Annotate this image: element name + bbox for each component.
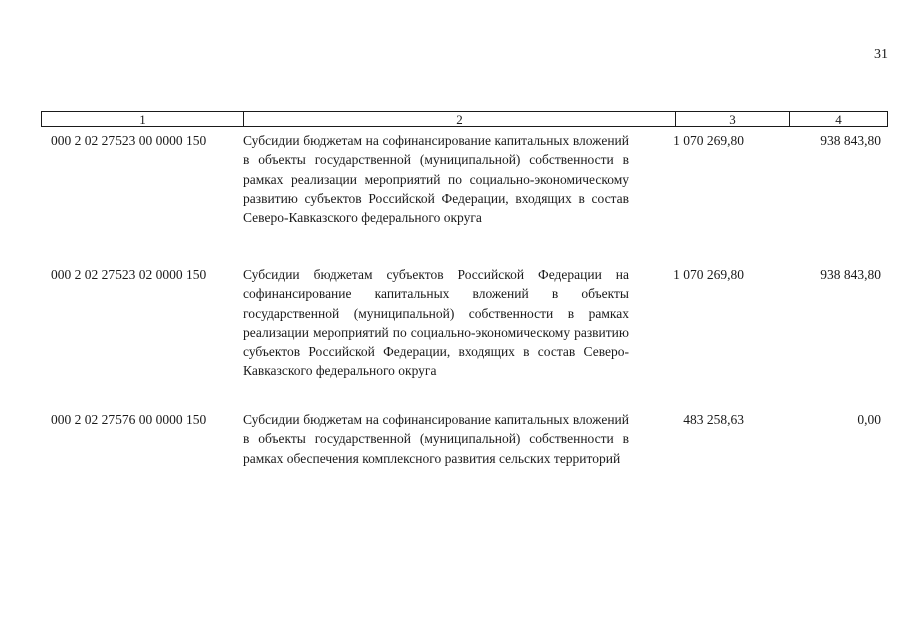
table-header-cell-3: 3	[675, 112, 789, 126]
amount-column-3: 1 070 269,80	[673, 133, 744, 148]
table-header-cell-4: 4	[789, 112, 887, 126]
amount-column-3: 483 258,63	[683, 412, 744, 427]
budget-code: 000 2 02 27576 00 0000 150	[51, 412, 207, 427]
budget-code: 000 2 02 27523 00 0000 150	[51, 133, 207, 148]
page-number: 31	[874, 47, 888, 62]
table-header-row	[41, 111, 888, 127]
table-header-cell-2: 2	[243, 112, 675, 126]
row-description: Субсидии бюджетам субъектов Российской Федерации на софинансирование капитальных вложений в объекты государственной (муниципальной) собственности в рамках реализации мероприятий по социально-экономическому развитию субъектов Российской Федерации, входящих в состав Северо-Кавказского федерального округа	[243, 267, 629, 379]
row-description: Субсидии бюджетам на софинансирование капитальных вложений в объекты государственной (муниципальной) собственности в рамках реализации мероприятий по социально-экономическому развитию субъектов Российской Федерации, входящих в состав Северо-Кавказского федерального округа	[243, 133, 629, 226]
row-description: Субсидии бюджетам на софинансирование капитальных вложений в объекты государственной (муниципальной) собственности в рамках обеспечения комплексного развития сельских территорий	[243, 412, 629, 466]
budget-code: 000 2 02 27523 02 0000 150	[51, 267, 207, 282]
amount-column-4: 938 843,80	[820, 133, 881, 148]
amount-column-4: 0,00	[857, 412, 881, 427]
amount-column-3: 1 070 269,80	[673, 267, 744, 282]
table-header-cell-1: 1	[139, 112, 146, 127]
amount-column-4: 938 843,80	[820, 267, 881, 282]
